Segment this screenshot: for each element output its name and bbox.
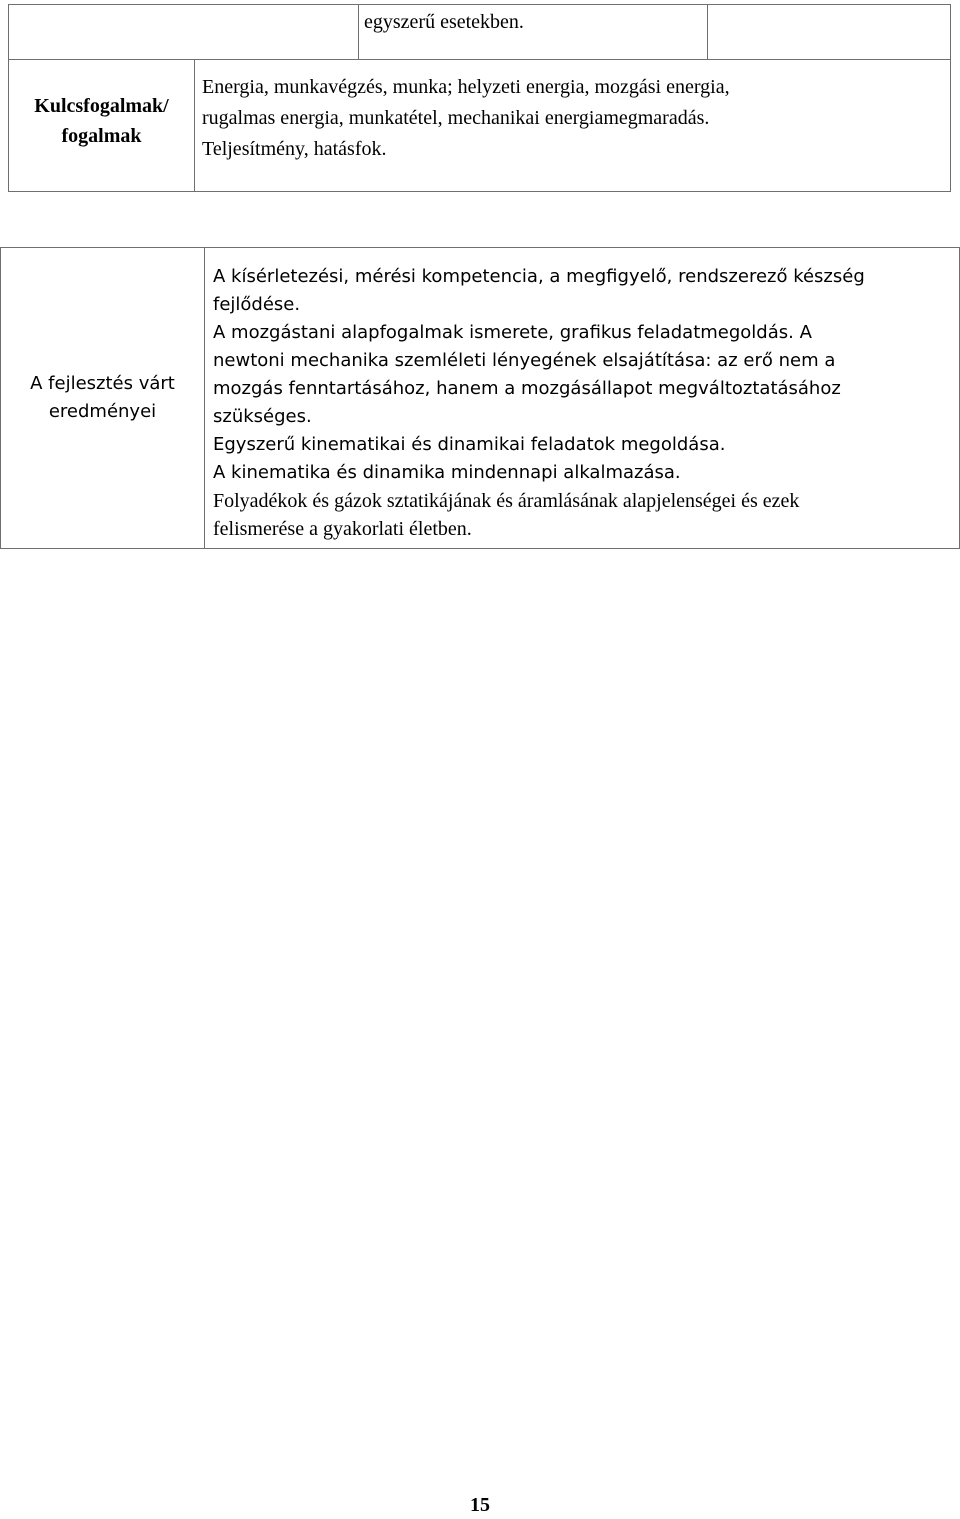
outcomes-line: newtoni mechanika szemléleti lényegének elsajátítása: az erő nem a bbox=[213, 350, 836, 371]
outcomes-text bbox=[213, 263, 865, 543]
key-concepts-line: rugalmas energia, munkatétel, mechanikai energiamegmaradás. bbox=[202, 107, 710, 129]
outcomes-line: Egyszerű kinematikai és dinamikai feladatok megoldása. bbox=[213, 434, 726, 455]
table-cell-empty-left bbox=[8, 4, 359, 60]
key-concepts-label bbox=[8, 91, 195, 151]
key-concepts-line: Teljesítmény, hatásfok. bbox=[202, 138, 387, 160]
table-cell-empty-right bbox=[707, 4, 951, 60]
key-concepts-line: Energia, munkavégzés, munka; helyzeti energia, mozgási energia, bbox=[202, 76, 730, 98]
continuation-text: egyszerű esetekben. bbox=[364, 11, 524, 33]
outcomes-line: A kinematika és dinamika mindennapi alkalmazása. bbox=[213, 462, 681, 483]
key-concepts-label-line-1: Kulcsfogalmak/ bbox=[34, 95, 169, 117]
outcomes-label-line-1: A fejlesztés várt bbox=[30, 373, 175, 394]
key-concepts-text bbox=[202, 72, 730, 165]
page-number: 15 bbox=[470, 1494, 490, 1516]
outcomes-line: fejlődése. bbox=[213, 294, 301, 315]
outcomes-label-line-2: eredményei bbox=[48, 401, 157, 422]
outcomes-label bbox=[0, 370, 205, 426]
outcomes-line: Folyadékok és gázok sztatikájának és áramlásának alapjelenségei és ezek bbox=[213, 490, 800, 512]
outcomes-line: mozgás fenntartásához, hanem a mozgásállapot megváltoztatásához bbox=[213, 378, 841, 399]
outcomes-line: felismerése a gyakorlati életben. bbox=[213, 518, 472, 540]
key-concepts-label-line-2: fogalmak bbox=[61, 125, 142, 147]
outcomes-line: A kísérletezési, mérési kompetencia, a megfigyelő, rendszerező készség bbox=[213, 266, 865, 287]
outcomes-line: szükséges. bbox=[213, 406, 312, 427]
outcomes-line: A mozgástani alapfogalmak ismerete, grafikus feladatmegoldás. A bbox=[213, 322, 812, 343]
